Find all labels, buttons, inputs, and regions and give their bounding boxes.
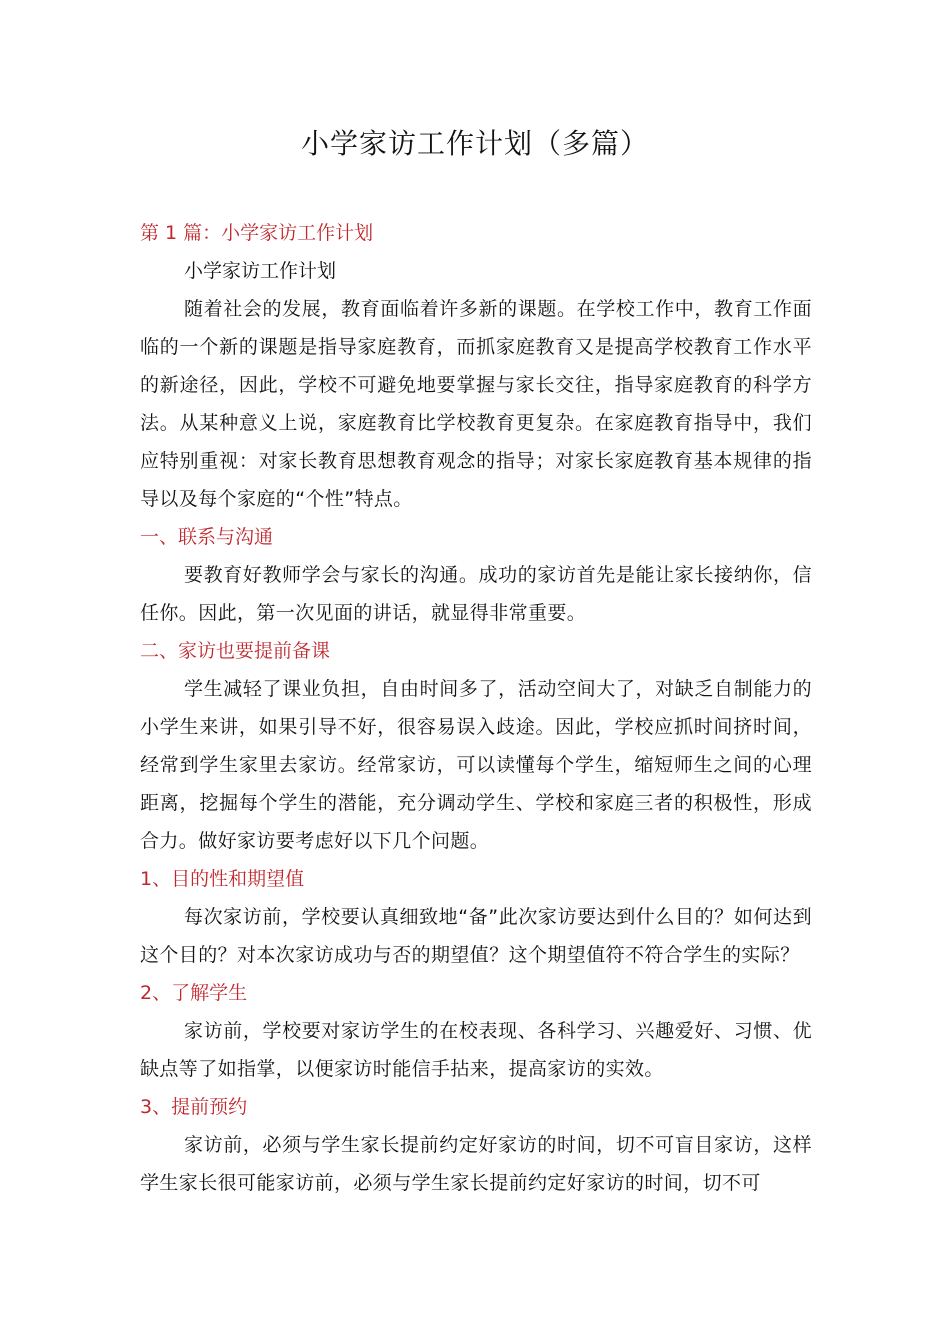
heading-purpose: 1、目的性和期望值 xyxy=(140,868,305,890)
heading-understand-students: 2、了解学生 xyxy=(140,982,248,1004)
intro-paragraph: 随着社会的发展，教育面临着许多新的课题。在学校工作中，教育工作面临的一个新的课题是指导家庭教育，而抓家庭教育又是提高学校教育工作水平的新途径，因此，学校不可避免地要掌握与家长交往，指导家庭教育的科学方法。从某种意义上说，家庭教育比学校教育更复杂。在家庭教育指导中，我们应特别重视：对家长教育思想教育观念的指导；对家长家庭教育基本规律的指导以及每个家庭的“个性”特点。 xyxy=(140,298,812,510)
section-heading: 第 1 篇：小学家访工作计划 xyxy=(140,222,374,244)
paragraph-understand-students: 家访前，学校要对家访学生的在校表现、各科学习、兴趣爱好、习惯、优缺点等了如指掌，以便家访时能信手拈来，提高家访的实效。 xyxy=(140,1020,812,1080)
heading-appointment: 3、提前预约 xyxy=(140,1096,248,1118)
heading-contact: 一、联系与沟通 xyxy=(140,526,274,548)
document-body xyxy=(140,214,812,1202)
heading-preparation: 二、家访也要提前备课 xyxy=(140,640,331,662)
paragraph-appointment: 家访前，必须与学生家长提前约定好家访的时间，切不可盲目家访，这样学生家长很可能家访前，必须与学生家长提前约定好家访的时间，切不可 xyxy=(140,1134,812,1194)
section-subtitle: 小学家访工作计划 xyxy=(184,260,337,282)
document-title: 小学家访工作计划（多篇） xyxy=(300,127,649,160)
paragraph-contact: 要教育好教师学会与家长的沟通。成功的家访首先是能让家长接纳你，信任你。因此，第一次见面的讲话，就显得非常重要。 xyxy=(140,564,812,624)
paragraph-preparation: 学生减轻了课业负担，自由时间多了，活动空间大了，对缺乏自制能力的小学生来讲，如果引导不好，很容易误入歧途。因此，学校应抓时间挤时间，经常到学生家里去家访。经常家访，可以读懂每个学生，缩短师生之间的心理距离，挖掘每个学生的潜能，充分调动学生、学校和家庭三者的积极性，形成合力。做好家访要考虑好以下几个问题。 xyxy=(140,678,812,852)
paragraph-purpose: 每次家访前，学校要认真细致地“备”此次家访要达到什么目的？如何达到这个目的？对本次家访成功与否的期望值？这个期望值符不符合学生的实际？ xyxy=(140,906,812,966)
